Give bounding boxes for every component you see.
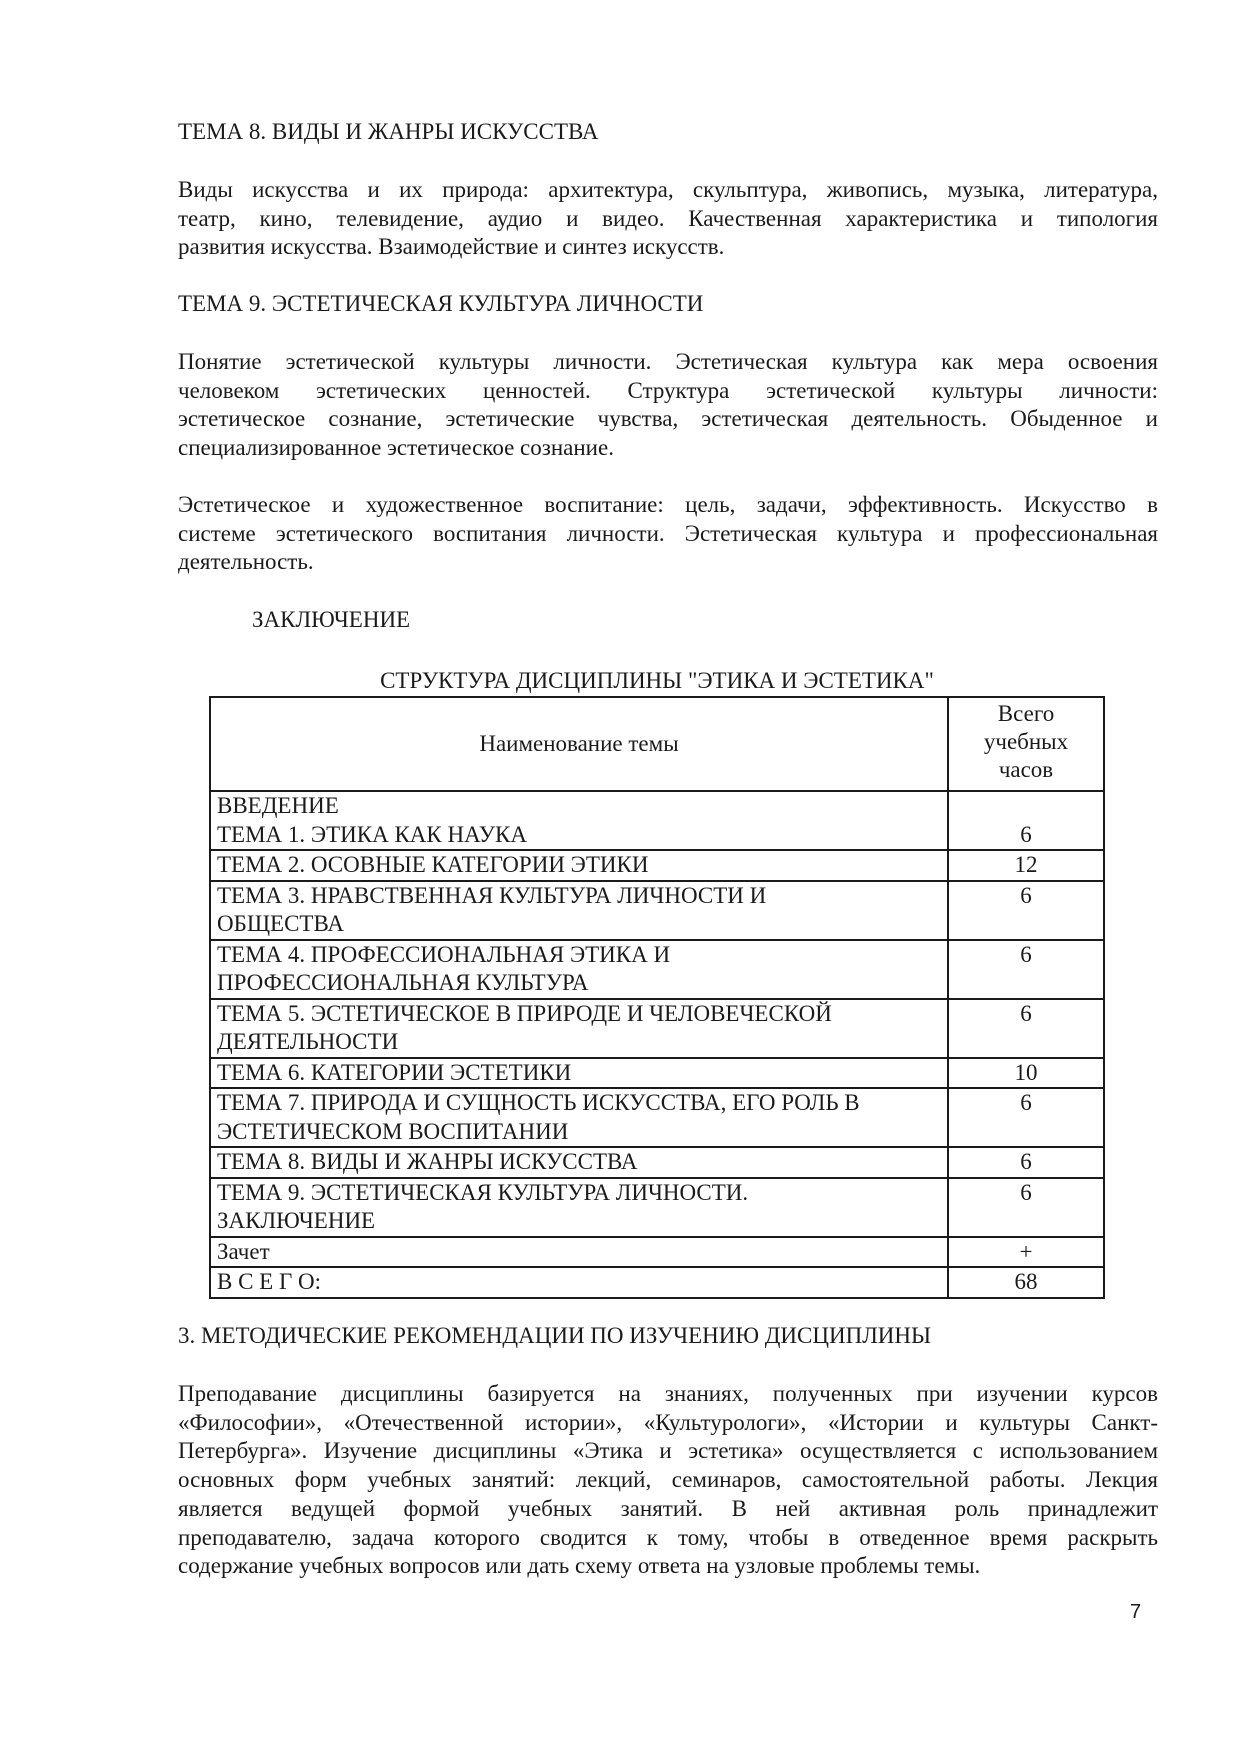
topic-line: ЭСТЕТИЧЕСКОМ ВОСПИТАНИИ: [217, 1118, 569, 1144]
hours-cell: 12: [948, 850, 1104, 881]
paragraph-line: Понятие эстетической культуры личности. Эстетическая культура как мера освоения: [178, 349, 1158, 374]
paragraph-line: системе эстетического воспитания личности. Эстетическая культура и профессиональная: [178, 520, 1158, 546]
paragraph-line: эстетическое сознание, эстетические чувства, эстетическая деятельность. Обыденное и: [178, 406, 1158, 432]
hours-cell: 6: [948, 999, 1104, 1058]
topic-name-cell: [210, 940, 948, 999]
hours-cell: 6: [948, 1147, 1104, 1178]
topic-name-cell: [210, 791, 948, 850]
paragraph-line: человеком эстетических ценностей. Структура эстетической культуры личности:: [178, 377, 1158, 403]
hours-cell: 6: [948, 940, 1104, 999]
paragraph-line: театр, кино, телевидение, аудио и видео. Качественная характеристика и типология: [178, 205, 1158, 231]
topic-line: ОБЩЕСТВА: [217, 911, 344, 936]
topic-name-cell: [210, 850, 948, 881]
table-row: [210, 940, 1104, 999]
paragraph-line: Виды искусства и их природа: архитектура, скульптура, живопись, музыка, литература,: [178, 177, 1158, 202]
table-row-total: [210, 1267, 1104, 1298]
hours-cell: 10: [948, 1058, 1104, 1089]
paragraph-line: Преподавание дисциплины базируется на знаниях, полученных при изучении курсов: [178, 1381, 1158, 1406]
paragraph-line: Петербурга». Изучение дисциплины «Этика и эстетика» осуществляется с использованием: [178, 1438, 1158, 1464]
topic-line: ТЕМА 9. ЭСТЕТИЧЕСКАЯ КУЛЬТУРА ЛИЧНОСТИ.: [217, 1179, 749, 1205]
hours-cell: 6: [948, 1178, 1104, 1237]
header-topic-name: Наименование темы: [210, 697, 948, 791]
table-row: [210, 1237, 1104, 1268]
topic-name-cell: [210, 1147, 948, 1178]
theme9-heading: ТЕМА 9. ЭСТЕТИЧЕСКАЯ КУЛЬТУРА ЛИЧНОСТИ: [178, 291, 704, 316]
table-row: [210, 1058, 1104, 1089]
topic-line: В С Е Г О:: [217, 1269, 322, 1294]
header-hours-line: Всего: [997, 701, 1055, 726]
topic-name-cell: [210, 1178, 948, 1237]
paragraph-line: специализированное эстетическое сознание.: [178, 435, 614, 461]
theme9-paragraph-2: [178, 491, 1158, 577]
topic-name-cell: [210, 1058, 948, 1089]
paragraph-line: преподавателю, задача которого сводится к тому, чтобы в отведенное время раскрыть: [178, 1524, 1158, 1550]
conclusion-heading: ЗАКЛЮЧЕНИЕ: [252, 607, 411, 632]
topic-line: ТЕМА 7. ПРИРОДА И СУЩНОСТЬ ИСКУССТВА, ЕГО РОЛЬ В: [217, 1090, 860, 1115]
section3-paragraph: [178, 1380, 1158, 1581]
paragraph-line: Эстетическое и художественное воспитание: цель, задачи, эффективность. Искусство в: [178, 492, 1158, 517]
table-row: [210, 850, 1104, 881]
topic-line: ДЕЯТЕЛЬНОСТИ: [217, 1029, 399, 1054]
header-hours-line: учебных: [983, 729, 1069, 754]
table-caption: СТРУКТУРА ДИСЦИПЛИНЫ "ЭТИКА И ЭСТЕТИКА": [380, 668, 934, 693]
topic-line: Зачет: [217, 1238, 270, 1264]
page-number: 7: [1130, 1601, 1142, 1623]
discipline-structure-table: [209, 696, 1105, 1299]
header-hours-line: часов: [998, 757, 1054, 782]
section3-heading: 3. МЕТОДИЧЕСКИЕ РЕКОМЕНДАЦИИ ПО ИЗУЧЕНИЮ ДИСЦИПЛИНЫ: [178, 1323, 932, 1348]
topic-line: ВВЕДЕНИЕ: [217, 793, 339, 818]
paragraph-line: «Философии», «Отечественной истории», «Культурологи», «Истории и культуры Санкт-: [178, 1409, 1158, 1435]
topic-line: ТЕМА 2. ОСОВНЫЕ КАТЕГОРИИ ЭТИКИ: [217, 852, 649, 877]
topic-name-cell: [210, 1267, 948, 1298]
topic-line: ТЕМА 4. ПРОФЕССИОНАЛЬНАЯ ЭТИКА И: [217, 941, 671, 967]
paragraph-line: основных форм учебных занятий: лекций, семинаров, самостоятельной работы. Лекция: [178, 1467, 1158, 1493]
table-row: [210, 791, 1104, 850]
topic-name-cell: [210, 999, 948, 1058]
topic-name-cell: [210, 1237, 948, 1268]
paragraph-line: развития искусства. Взаимодействие и синтез искусств.: [178, 234, 725, 260]
topic-line: ТЕМА 8. ВИДЫ И ЖАНРЫ ИСКУССТВА: [217, 1149, 638, 1174]
table-row: [210, 1088, 1104, 1147]
theme9-paragraph-1: [178, 348, 1158, 463]
table-header-row: [210, 697, 1104, 791]
topic-name-cell: [210, 881, 948, 940]
table-row: [210, 999, 1104, 1058]
hours-cell: +: [948, 1237, 1104, 1268]
topic-line: ТЕМА 6. КАТЕГОРИИ ЭСТЕТИКИ: [217, 1059, 572, 1085]
topic-line: ПРОФЕССИОНАЛЬНАЯ КУЛЬТУРА: [217, 970, 589, 995]
hours-cell: 6: [948, 791, 1104, 850]
topic-name-cell: [210, 1088, 948, 1147]
paragraph-line: является ведущей формой учебных занятий. В ней активная роль принадлежит: [178, 1495, 1158, 1521]
hours-cell: 6: [948, 1088, 1104, 1147]
paragraph-line: содержание учебных вопросов или дать схему ответа на узловые проблемы темы.: [178, 1553, 981, 1579]
table-row: [210, 1178, 1104, 1237]
paragraph-line: деятельность.: [178, 549, 314, 575]
header-total-hours: [948, 697, 1104, 791]
theme8-paragraph: [178, 176, 1158, 262]
topic-line: ТЕМА 5. ЭСТЕТИЧЕСКОЕ В ПРИРОДЕ И ЧЕЛОВЕЧЕСКОЙ: [217, 1000, 832, 1026]
topic-line: ТЕМА 1. ЭТИКА КАК НАУКА: [217, 821, 527, 847]
table-row: [210, 1147, 1104, 1178]
topic-line: ЗАКЛЮЧЕНИЕ: [217, 1208, 376, 1233]
table-row: [210, 881, 1104, 940]
topic-line: ТЕМА 3. НРАВСТВЕННАЯ КУЛЬТУРА ЛИЧНОСТИ И: [217, 882, 767, 908]
hours-cell: 68: [948, 1267, 1104, 1298]
theme8-heading: ТЕМА 8. ВИДЫ И ЖАНРЫ ИСКУССТВА: [178, 119, 599, 144]
hours-cell: 6: [948, 881, 1104, 940]
